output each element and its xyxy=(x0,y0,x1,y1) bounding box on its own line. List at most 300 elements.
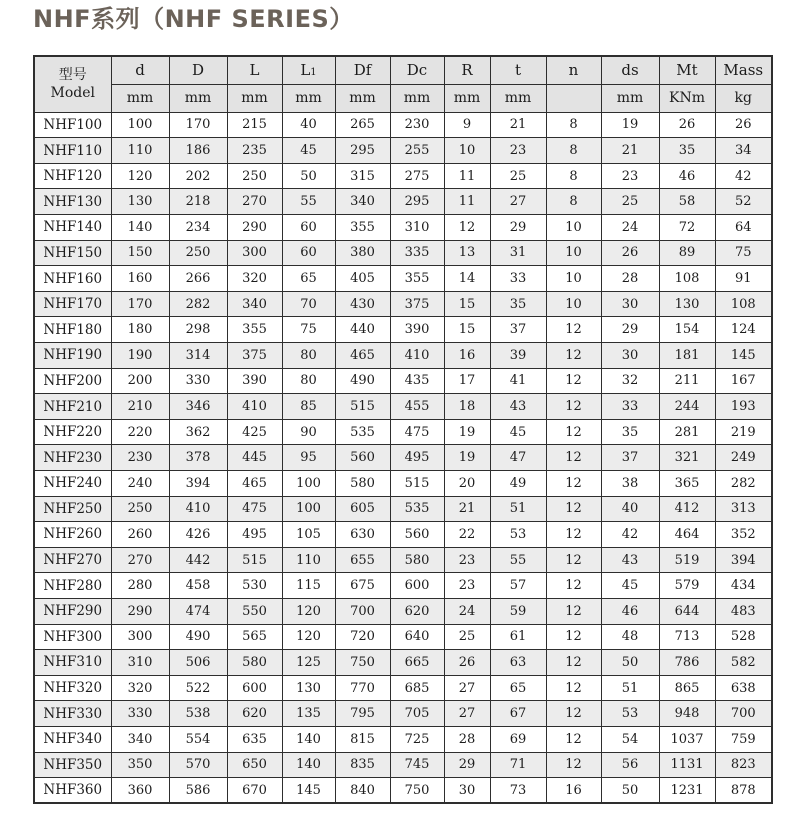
value-cell: 515 xyxy=(390,471,444,497)
value-cell: 19 xyxy=(444,419,490,445)
value-cell: 12 xyxy=(546,752,601,778)
table-row xyxy=(34,778,772,804)
value-cell: 948 xyxy=(659,701,715,727)
value-cell: 340 xyxy=(335,189,390,215)
value-cell: 154 xyxy=(659,317,715,343)
value-cell: 37 xyxy=(490,317,546,343)
value-cell: 394 xyxy=(715,547,772,573)
value-cell: 600 xyxy=(227,675,282,701)
value-cell: 71 xyxy=(490,752,546,778)
value-cell: 464 xyxy=(659,522,715,548)
value-cell: 50 xyxy=(601,778,659,804)
value-cell: 330 xyxy=(169,368,227,394)
value-cell: 474 xyxy=(169,598,227,624)
value-cell: 878 xyxy=(715,778,772,804)
value-cell: 490 xyxy=(169,624,227,650)
model-cell: NHF160 xyxy=(34,266,111,292)
value-cell: 522 xyxy=(169,675,227,701)
value-cell: 665 xyxy=(390,650,444,676)
value-cell: 12 xyxy=(546,701,601,727)
value-cell: 51 xyxy=(490,496,546,522)
table-row xyxy=(34,471,772,497)
column-unit-d: mm xyxy=(169,84,227,112)
table-row xyxy=(34,163,772,189)
value-cell: 313 xyxy=(715,496,772,522)
value-cell: 20 xyxy=(444,471,490,497)
model-cell: NHF200 xyxy=(34,368,111,394)
value-cell: 211 xyxy=(659,368,715,394)
value-cell: 255 xyxy=(390,138,444,164)
value-cell: 270 xyxy=(111,547,169,573)
value-cell: 70 xyxy=(282,291,335,317)
model-cell: NHF140 xyxy=(34,215,111,241)
value-cell: 90 xyxy=(282,419,335,445)
value-cell: 8 xyxy=(546,189,601,215)
value-cell: 320 xyxy=(227,266,282,292)
value-cell: 12 xyxy=(546,496,601,522)
value-cell: 10 xyxy=(546,291,601,317)
value-cell: 495 xyxy=(227,522,282,548)
value-cell: 27 xyxy=(490,189,546,215)
model-cell: NHF270 xyxy=(34,547,111,573)
column-header-model xyxy=(34,56,111,112)
column-unit-l: mm xyxy=(227,84,282,112)
table-row xyxy=(34,317,772,343)
value-cell: 670 xyxy=(227,778,282,804)
table-row xyxy=(34,496,772,522)
value-cell: 124 xyxy=(715,317,772,343)
value-cell: 579 xyxy=(659,573,715,599)
value-cell: 410 xyxy=(227,394,282,420)
model-cell: NHF210 xyxy=(34,394,111,420)
value-cell: 27 xyxy=(444,701,490,727)
table-row xyxy=(34,701,772,727)
value-cell: 495 xyxy=(390,445,444,471)
value-cell: 840 xyxy=(335,778,390,804)
value-cell: 26 xyxy=(659,112,715,138)
model-cell: NHF250 xyxy=(34,496,111,522)
value-cell: 15 xyxy=(444,291,490,317)
model-cell: NHF230 xyxy=(34,445,111,471)
value-cell: 108 xyxy=(715,291,772,317)
value-cell: 378 xyxy=(169,445,227,471)
value-cell: 410 xyxy=(390,343,444,369)
value-cell: 48 xyxy=(601,624,659,650)
value-cell: 50 xyxy=(282,163,335,189)
value-cell: 56 xyxy=(601,752,659,778)
value-cell: 8 xyxy=(546,138,601,164)
value-cell: 42 xyxy=(601,522,659,548)
value-cell: 475 xyxy=(227,496,282,522)
column-header-subscript: 1 xyxy=(310,67,317,79)
value-cell: 23 xyxy=(444,573,490,599)
value-cell: 210 xyxy=(111,394,169,420)
value-cell: 815 xyxy=(335,726,390,752)
value-cell: 580 xyxy=(227,650,282,676)
value-cell: 91 xyxy=(715,266,772,292)
value-cell: 795 xyxy=(335,701,390,727)
value-cell: 28 xyxy=(444,726,490,752)
value-cell: 426 xyxy=(169,522,227,548)
value-cell: 700 xyxy=(715,701,772,727)
value-cell: 15 xyxy=(444,317,490,343)
table-header xyxy=(34,56,772,112)
table-row xyxy=(34,598,772,624)
value-cell: 412 xyxy=(659,496,715,522)
value-cell: 21 xyxy=(601,138,659,164)
value-cell: 630 xyxy=(335,522,390,548)
value-cell: 42 xyxy=(715,163,772,189)
value-cell: 244 xyxy=(659,394,715,420)
value-cell: 300 xyxy=(227,240,282,266)
model-cell: NHF280 xyxy=(34,573,111,599)
value-cell: 14 xyxy=(444,266,490,292)
value-cell: 19 xyxy=(444,445,490,471)
value-cell: 445 xyxy=(227,445,282,471)
value-cell: 140 xyxy=(282,752,335,778)
value-cell: 12 xyxy=(546,445,601,471)
table-row xyxy=(34,752,772,778)
value-cell: 75 xyxy=(715,240,772,266)
value-cell: 110 xyxy=(111,138,169,164)
value-cell: 21 xyxy=(490,112,546,138)
model-cell: NHF220 xyxy=(34,419,111,445)
value-cell: 51 xyxy=(601,675,659,701)
column-unit-t: mm xyxy=(490,84,546,112)
value-cell: 125 xyxy=(282,650,335,676)
value-cell: 750 xyxy=(390,778,444,804)
value-cell: 12 xyxy=(546,598,601,624)
value-cell: 65 xyxy=(282,266,335,292)
value-cell: 75 xyxy=(282,317,335,343)
column-header-dc: Dc xyxy=(390,56,444,84)
value-cell: 435 xyxy=(390,368,444,394)
value-cell: 186 xyxy=(169,138,227,164)
value-cell: 865 xyxy=(659,675,715,701)
value-cell: 640 xyxy=(390,624,444,650)
value-cell: 314 xyxy=(169,343,227,369)
value-cell: 365 xyxy=(659,471,715,497)
value-cell: 12 xyxy=(546,547,601,573)
value-cell: 650 xyxy=(227,752,282,778)
value-cell: 249 xyxy=(715,445,772,471)
value-cell: 360 xyxy=(111,778,169,804)
value-cell: 465 xyxy=(227,471,282,497)
model-cell: NHF290 xyxy=(34,598,111,624)
value-cell: 405 xyxy=(335,266,390,292)
value-cell: 600 xyxy=(390,573,444,599)
value-cell: 275 xyxy=(390,163,444,189)
value-cell: 26 xyxy=(601,240,659,266)
value-cell: 100 xyxy=(111,112,169,138)
value-cell: 352 xyxy=(715,522,772,548)
table-row xyxy=(34,650,772,676)
value-cell: 12 xyxy=(546,522,601,548)
value-cell: 638 xyxy=(715,675,772,701)
value-cell: 9 xyxy=(444,112,490,138)
value-cell: 181 xyxy=(659,343,715,369)
nhf-series-spec-table xyxy=(33,55,773,804)
value-cell: 535 xyxy=(335,419,390,445)
value-cell: 528 xyxy=(715,624,772,650)
value-cell: 335 xyxy=(390,240,444,266)
value-cell: 120 xyxy=(282,624,335,650)
table-row xyxy=(34,726,772,752)
column-unit-mass: kg xyxy=(715,84,772,112)
model-cell: NHF260 xyxy=(34,522,111,548)
value-cell: 362 xyxy=(169,419,227,445)
value-cell: 550 xyxy=(227,598,282,624)
model-cell: NHF100 xyxy=(34,112,111,138)
value-cell: 41 xyxy=(490,368,546,394)
value-cell: 250 xyxy=(111,496,169,522)
model-cell: NHF300 xyxy=(34,624,111,650)
value-cell: 580 xyxy=(335,471,390,497)
value-cell: 23 xyxy=(444,547,490,573)
value-cell: 458 xyxy=(169,573,227,599)
value-cell: 193 xyxy=(715,394,772,420)
table-body xyxy=(34,112,772,803)
value-cell: 282 xyxy=(169,291,227,317)
value-cell: 46 xyxy=(659,163,715,189)
model-cell: NHF320 xyxy=(34,675,111,701)
value-cell: 295 xyxy=(335,138,390,164)
value-cell: 130 xyxy=(111,189,169,215)
value-cell: 725 xyxy=(390,726,444,752)
value-cell: 200 xyxy=(111,368,169,394)
value-cell: 705 xyxy=(390,701,444,727)
column-unit-d: mm xyxy=(111,84,169,112)
value-cell: 30 xyxy=(601,291,659,317)
model-cell: NHF240 xyxy=(34,471,111,497)
value-cell: 310 xyxy=(390,215,444,241)
value-cell: 69 xyxy=(490,726,546,752)
value-cell: 483 xyxy=(715,598,772,624)
value-cell: 12 xyxy=(546,471,601,497)
value-cell: 32 xyxy=(601,368,659,394)
value-cell: 65 xyxy=(490,675,546,701)
value-cell: 110 xyxy=(282,547,335,573)
value-cell: 120 xyxy=(282,598,335,624)
value-cell: 582 xyxy=(715,650,772,676)
model-cell: NHF120 xyxy=(34,163,111,189)
value-cell: 24 xyxy=(601,215,659,241)
value-cell: 12 xyxy=(546,419,601,445)
value-cell: 713 xyxy=(659,624,715,650)
value-cell: 300 xyxy=(111,624,169,650)
model-cell: NHF340 xyxy=(34,726,111,752)
value-cell: 320 xyxy=(111,675,169,701)
value-cell: 270 xyxy=(227,189,282,215)
value-cell: 560 xyxy=(390,522,444,548)
value-cell: 33 xyxy=(601,394,659,420)
page-title: NHF系列（NHF SERIES） xyxy=(33,5,354,33)
model-cell: NHF360 xyxy=(34,778,111,804)
value-cell: 298 xyxy=(169,317,227,343)
value-cell: 700 xyxy=(335,598,390,624)
value-cell: 150 xyxy=(111,240,169,266)
value-cell: 29 xyxy=(444,752,490,778)
value-cell: 25 xyxy=(444,624,490,650)
table-row xyxy=(34,522,772,548)
value-cell: 620 xyxy=(390,598,444,624)
value-cell: 35 xyxy=(490,291,546,317)
value-cell: 52 xyxy=(715,189,772,215)
value-cell: 570 xyxy=(169,752,227,778)
value-cell: 346 xyxy=(169,394,227,420)
value-cell: 100 xyxy=(282,496,335,522)
value-cell: 355 xyxy=(335,215,390,241)
value-cell: 340 xyxy=(227,291,282,317)
table-row xyxy=(34,240,772,266)
value-cell: 29 xyxy=(601,317,659,343)
value-cell: 80 xyxy=(282,368,335,394)
value-cell: 219 xyxy=(715,419,772,445)
value-cell: 465 xyxy=(335,343,390,369)
value-cell: 180 xyxy=(111,317,169,343)
model-cell: NHF350 xyxy=(34,752,111,778)
value-cell: 475 xyxy=(390,419,444,445)
value-cell: 85 xyxy=(282,394,335,420)
value-cell: 11 xyxy=(444,189,490,215)
value-cell: 22 xyxy=(444,522,490,548)
value-cell: 60 xyxy=(282,240,335,266)
value-cell: 605 xyxy=(335,496,390,522)
value-cell: 89 xyxy=(659,240,715,266)
value-cell: 434 xyxy=(715,573,772,599)
value-cell: 170 xyxy=(111,291,169,317)
table-row xyxy=(34,291,772,317)
model-cell: NHF190 xyxy=(34,343,111,369)
value-cell: 1231 xyxy=(659,778,715,804)
value-cell: 10 xyxy=(546,266,601,292)
table-row xyxy=(34,445,772,471)
table-row xyxy=(34,112,772,138)
value-cell: 13 xyxy=(444,240,490,266)
value-cell: 24 xyxy=(444,598,490,624)
value-cell: 215 xyxy=(227,112,282,138)
value-cell: 43 xyxy=(601,547,659,573)
column-unit-r: mm xyxy=(444,84,490,112)
column-header-t: t xyxy=(490,56,546,84)
value-cell: 21 xyxy=(444,496,490,522)
value-cell: 375 xyxy=(390,291,444,317)
model-header-cn: 型号 xyxy=(58,66,87,83)
value-cell: 280 xyxy=(111,573,169,599)
value-cell: 60 xyxy=(282,215,335,241)
value-cell: 120 xyxy=(111,163,169,189)
column-header-ds: ds xyxy=(601,56,659,84)
value-cell: 234 xyxy=(169,215,227,241)
value-cell: 355 xyxy=(227,317,282,343)
value-cell: 759 xyxy=(715,726,772,752)
value-cell: 50 xyxy=(601,650,659,676)
value-cell: 750 xyxy=(335,650,390,676)
value-cell: 565 xyxy=(227,624,282,650)
value-cell: 19 xyxy=(601,112,659,138)
value-cell: 45 xyxy=(601,573,659,599)
value-cell: 330 xyxy=(111,701,169,727)
table-row xyxy=(34,419,772,445)
table-row xyxy=(34,624,772,650)
value-cell: 250 xyxy=(169,240,227,266)
value-cell: 115 xyxy=(282,573,335,599)
value-cell: 37 xyxy=(601,445,659,471)
value-cell: 12 xyxy=(546,343,601,369)
value-cell: 770 xyxy=(335,675,390,701)
value-cell: 350 xyxy=(111,752,169,778)
value-cell: 33 xyxy=(490,266,546,292)
value-cell: 455 xyxy=(390,394,444,420)
column-unit-df: mm xyxy=(335,84,390,112)
value-cell: 250 xyxy=(227,163,282,189)
column-header-mass: Mass xyxy=(715,56,772,84)
value-cell: 16 xyxy=(546,778,601,804)
column-unit-n xyxy=(546,84,601,112)
value-cell: 135 xyxy=(282,701,335,727)
value-cell: 644 xyxy=(659,598,715,624)
value-cell: 12 xyxy=(546,624,601,650)
model-cell: NHF150 xyxy=(34,240,111,266)
value-cell: 786 xyxy=(659,650,715,676)
value-cell: 310 xyxy=(111,650,169,676)
value-cell: 340 xyxy=(111,726,169,752)
value-cell: 28 xyxy=(601,266,659,292)
value-cell: 410 xyxy=(169,496,227,522)
value-cell: 140 xyxy=(282,726,335,752)
value-cell: 45 xyxy=(282,138,335,164)
value-cell: 281 xyxy=(659,419,715,445)
value-cell: 23 xyxy=(490,138,546,164)
table-row xyxy=(34,138,772,164)
value-cell: 46 xyxy=(601,598,659,624)
value-cell: 390 xyxy=(390,317,444,343)
column-header-mt: Mt xyxy=(659,56,715,84)
value-cell: 440 xyxy=(335,317,390,343)
value-cell: 47 xyxy=(490,445,546,471)
value-cell: 11 xyxy=(444,163,490,189)
column-header-df: Df xyxy=(335,56,390,84)
value-cell: 321 xyxy=(659,445,715,471)
value-cell: 12 xyxy=(546,368,601,394)
value-cell: 442 xyxy=(169,547,227,573)
value-cell: 39 xyxy=(490,343,546,369)
table-row xyxy=(34,368,772,394)
value-cell: 55 xyxy=(490,547,546,573)
table-row xyxy=(34,343,772,369)
value-cell: 290 xyxy=(227,215,282,241)
value-cell: 720 xyxy=(335,624,390,650)
value-cell: 282 xyxy=(715,471,772,497)
value-cell: 515 xyxy=(227,547,282,573)
value-cell: 394 xyxy=(169,471,227,497)
value-cell: 26 xyxy=(444,650,490,676)
value-cell: 220 xyxy=(111,419,169,445)
value-cell: 218 xyxy=(169,189,227,215)
value-cell: 635 xyxy=(227,726,282,752)
value-cell: 140 xyxy=(111,215,169,241)
value-cell: 675 xyxy=(335,573,390,599)
value-cell: 260 xyxy=(111,522,169,548)
value-cell: 167 xyxy=(715,368,772,394)
value-cell: 12 xyxy=(546,317,601,343)
value-cell: 73 xyxy=(490,778,546,804)
value-cell: 535 xyxy=(390,496,444,522)
value-cell: 202 xyxy=(169,163,227,189)
model-cell: NHF130 xyxy=(34,189,111,215)
table-row xyxy=(34,189,772,215)
value-cell: 560 xyxy=(335,445,390,471)
